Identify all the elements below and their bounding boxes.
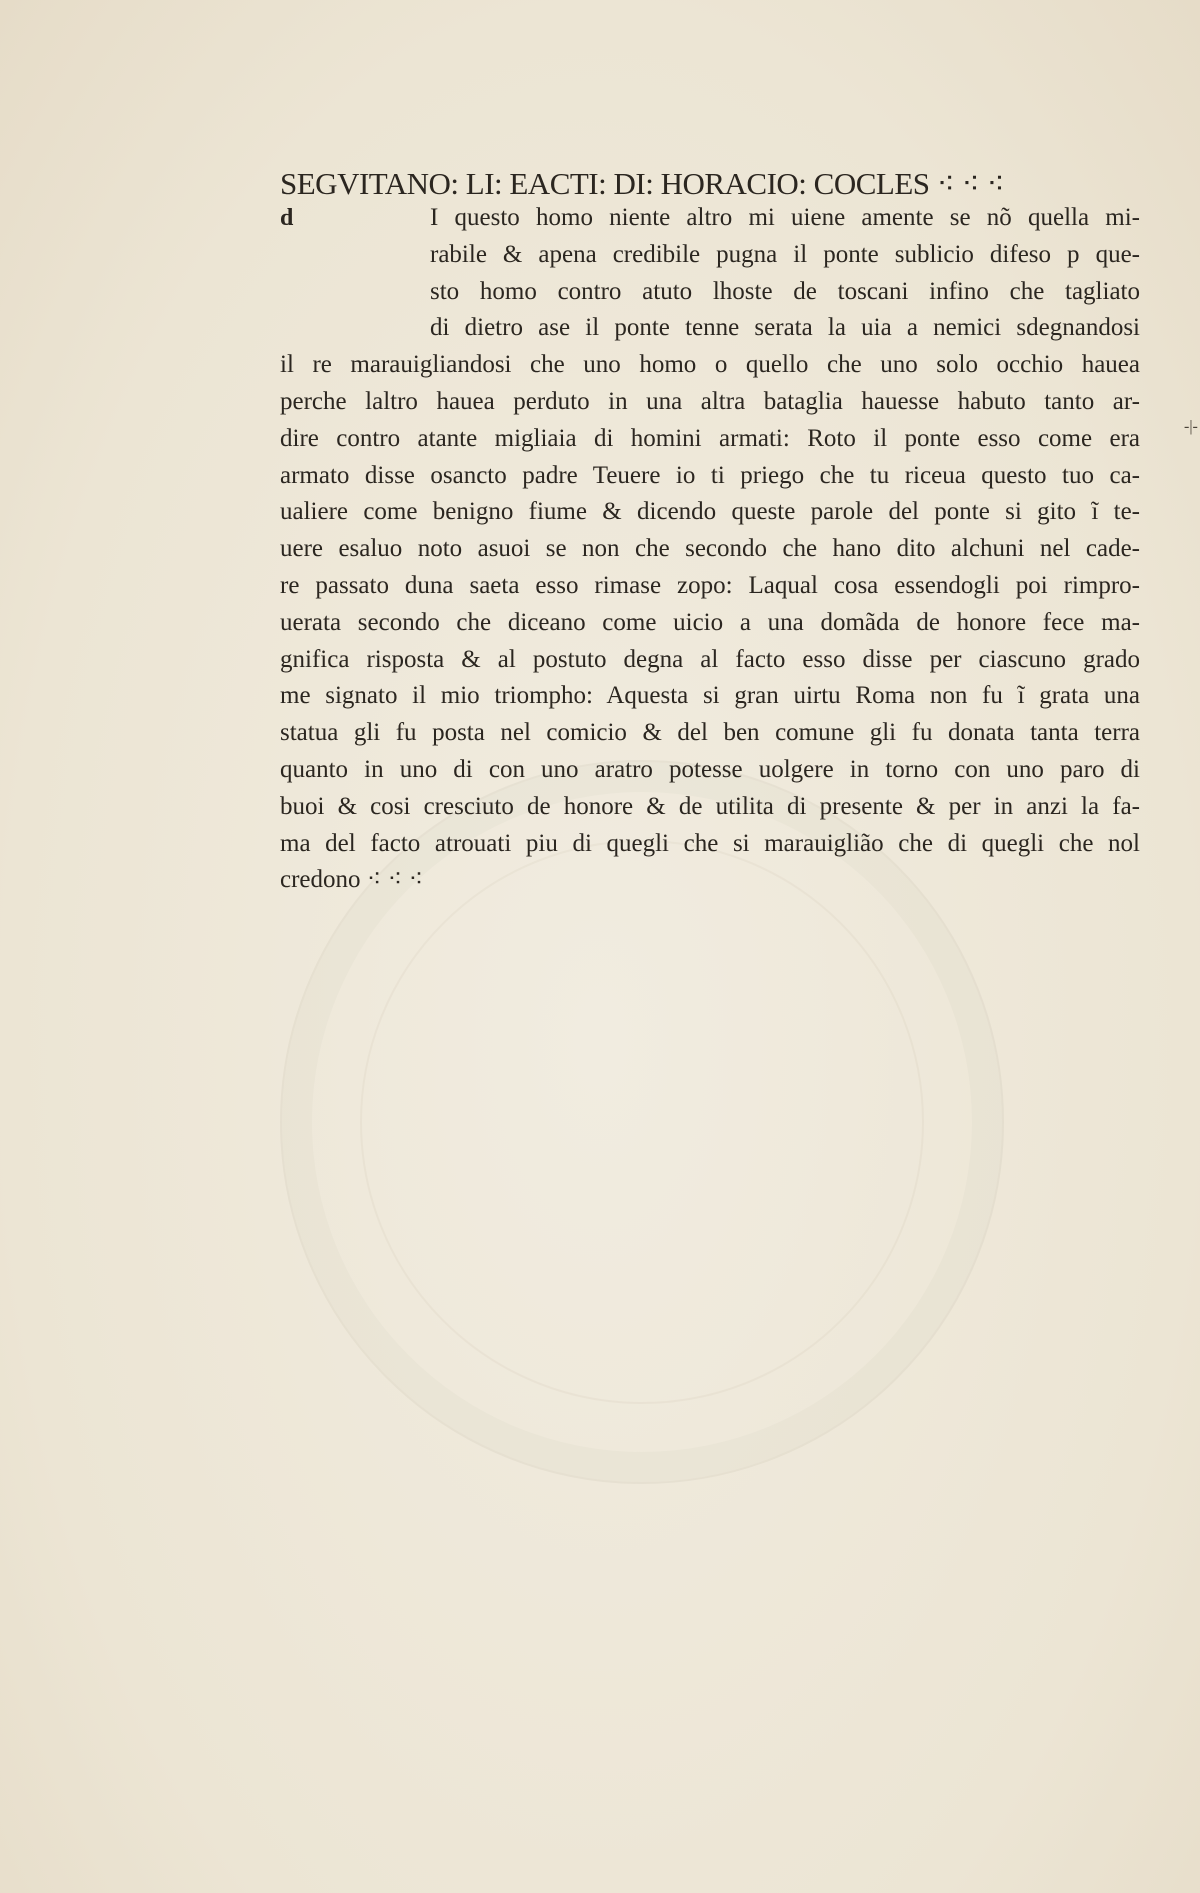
text-line: armato disse osancto padre Teuere io ti priego che tu riceua questo tuo ca- <box>280 461 1140 489</box>
margin-mark: -|- <box>1184 418 1198 435</box>
text-line: credono ⁖ ⁖ ⁖ <box>280 866 424 894</box>
text-line: buoi & cosi cresciuto de honore & de utilita di presente & per in anzi la fa- <box>280 792 1140 820</box>
initial-guide-letter: d <box>280 205 294 231</box>
text-line: ualiere come benigno fiume & dicendo queste parole del ponte si gito ĩ te- <box>280 498 1140 526</box>
text-line: di dietro ase il ponte tenne serata la uia a nemici sdegnandosi <box>430 314 1140 342</box>
text-line: perche laltro hauea perduto in una altra bataglia hauesse habuto tanto ar- <box>280 387 1140 415</box>
text-line: dire contro atante migliaia di homini armati: Roto il ponte esso come era <box>280 424 1140 452</box>
text-line: sto homo contro atuto lhoste de toscani infino che tagliato <box>430 277 1140 305</box>
text-line: uerata secondo che diceano come uicio a una domãda de honore fece ma- <box>280 608 1140 636</box>
text-line: I questo homo niente altro mi uiene amente se nõ quella mi- <box>430 204 1140 231</box>
text-line: quanto in uno di con uno aratro potesse uolgere in torno con uno paro di <box>280 755 1140 783</box>
chapter-heading: SEGVITANO: LI: EACTI: DI: HORACIO: COCLES ⁖ ⁖ ⁖ <box>280 166 1005 201</box>
watermark-inner-ring <box>360 840 924 1404</box>
text-line: rabile & apena credibile pugna il ponte sublicio difeso p que- <box>430 240 1140 268</box>
text-line: ma del facto atrouati piu di quegli che si marauiglião che di quegli che nol <box>280 829 1140 857</box>
text-line: gnifica risposta & al postuto degna al facto esso disse per ciascuno grado <box>280 645 1140 673</box>
text-line: me signato il mio triompho: Aquesta si gran uirtu Roma non fu ĩ grata una <box>280 682 1140 710</box>
text-line: re passato duna saeta esso rimase zopo: Laqual cosa essendogli poi rimpro- <box>280 571 1140 599</box>
text-line: il re marauigliandosi che uno homo o quello che uno solo occhio hauea <box>280 351 1140 379</box>
text-line: statua gli fu posta nel comicio & del ben comune gli fu donata tanta terra <box>280 719 1140 747</box>
body-text <box>280 200 1140 899</box>
text-line: uere esaluo noto asuoi se non che secondo che hano dito alchuni nel cade- <box>280 535 1140 563</box>
